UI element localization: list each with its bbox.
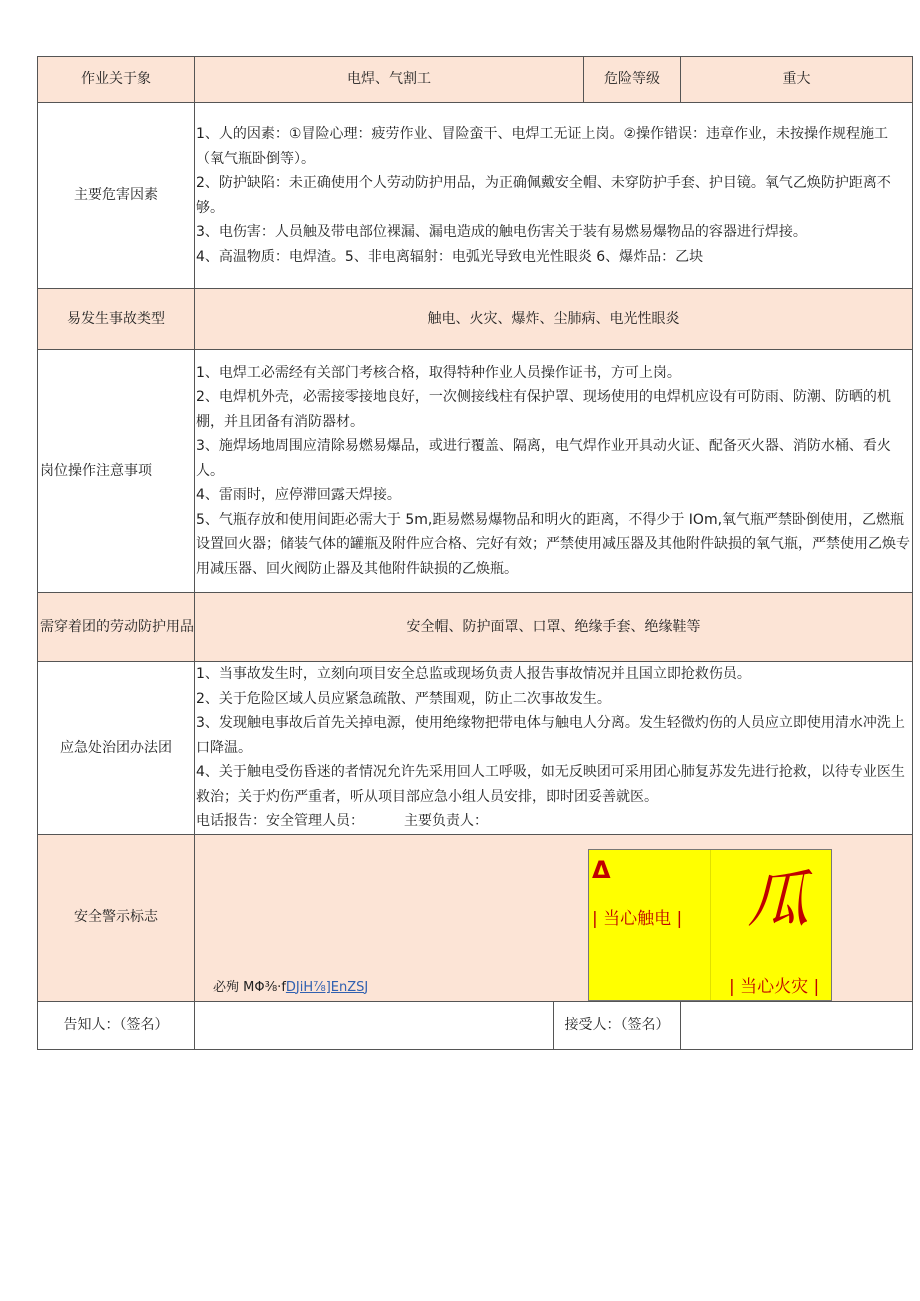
precaution-line-3: 3、施焊场地周围应清除易燃易爆品，或进行覆盖、隔离，电气焊作业开具动火证、配备灭火器、消防水桶、看火人。 [196, 438, 891, 479]
ppe-value: 安全帽、防护面罩、口罩、绝缘手套、绝缘鞋等 [195, 593, 913, 662]
safety-notice-table [37, 56, 913, 1050]
precautions-label: 岗位操作注意事项 [38, 350, 195, 593]
fire-warning-icon: 瓜 [747, 862, 810, 936]
hazard-line-3: 3、电伤害：人员触及带电部位裸漏、漏电造成的触电伤害关于装有易燃易爆物品的容器进行焊接。 [196, 224, 807, 240]
precaution-line-2: 2、电焊机外壳，必需接零接地良好，一次侧接线柱有保护罩、现场使用的电焊机应设有可防雨、防潮、防晒的机棚，并且团备有消防器材。 [196, 389, 891, 430]
risk-level-label: 危险等级 [584, 57, 681, 103]
electric-warning-icon: Δ [592, 855, 611, 884]
electric-warning-label: | 当心触电 | [592, 908, 683, 929]
accidents-value: 触电、火灾、爆炸、尘肺病、电光性眼炎 [195, 289, 913, 350]
row-ppe [38, 593, 913, 662]
precaution-line-1: 1、电焊工必需经有关部门考核合格，取得特种作业人员操作证书，方可上岗。 [196, 364, 681, 381]
precautions-content [195, 350, 913, 593]
must-wear-link[interactable]: DJiH⅞]EnZSJ [285, 979, 369, 995]
sign-divider [710, 850, 711, 1000]
notifier-label: 告知人：（签名） [38, 1001, 195, 1049]
emergency-label: 应急处治团办法团 [38, 662, 195, 835]
precaution-line-4: 4、雷雨时，应停滞回露天焊接。 [196, 487, 401, 504]
job-target-label: 作业关于象 [38, 57, 195, 103]
emergency-line-3: 3、发现触电事故后首先关掉电源，使用绝缘物把带电体与触电人分离。发生轻微灼伤的人员应立即使用清水冲洗上口降温。 [196, 715, 905, 756]
must-wear-text [213, 979, 368, 997]
notifier-signature-field[interactable] [195, 1001, 554, 1049]
receiver-signature-field[interactable] [681, 1001, 913, 1049]
signs-area [195, 834, 913, 1001]
ppe-label: 需穿着团的劳动防护用品 [38, 593, 195, 662]
hazards-label: 主要危害因素 [38, 103, 195, 289]
row-job-target [38, 57, 913, 103]
hazard-line-2: 2、防护缺陷：未正确使用个人劳动防护用品，为正确佩戴安全帽、未穿防护手套、护目镜。氧气乙焕防护距离不够。 [196, 175, 891, 216]
row-hazards [38, 103, 913, 289]
accidents-label: 易发生事故类型 [38, 289, 195, 350]
row-accidents [38, 289, 913, 350]
fire-warning-label: | 当心火灾 | [729, 976, 820, 997]
hazard-line-4: 4、高温物质：电焊渣。5、非电离辐射：电弧光导致电光性眼炎 6、爆炸品：乙块 [196, 248, 704, 265]
must-wear-prefix: 必殉 MΦ⅜·f [213, 979, 286, 995]
row-signs [38, 834, 913, 1001]
emergency-content [195, 662, 913, 835]
emergency-line-2: 2、关于危险区域人员应紧急疏散、严禁围观，防止二次事故发生。 [196, 690, 611, 707]
emergency-line-4: 4、关于触电受伤昏迷的者情况允许先采用回人工呼吸，如无反映团可采用团心肺复苏发先进行抢救，以待专业医生救治；关于灼伤严重者，听从项目部应急小组人员安排，即时团妥善就医。 [196, 764, 905, 805]
hazard-line-1: 1、人的因素：①冒险心理：疲劳作业、冒险蛮干、电焊工无证上岗。②操作错误：违章作业，未按操作规程施工（氧气瓶卧倒等）。 [196, 126, 889, 167]
row-precautions [38, 350, 913, 593]
precaution-line-5: 5、气瓶存放和使用间距必需大于 5m,距易燃易爆物品和明火的距离，不得少于 IOm,氧气瓶严禁卧倒使用，乙燃瓶设置回火器；储装气体的罐瓶及附件应合格、完好有效；严禁使用减压器及其他附件缺损的氧气瓶，严禁使用乙焕专用减压器、回火阀防止器及其他附件缺损的乙焕瓶。 [196, 511, 910, 577]
emergency-line-1: 1、当事故发生时，立刻向项目安全总监或现场负责人报告事故情况并且国立即抢救伤员。 [196, 666, 751, 682]
emergency-phone-line: 电话报告：安全管理人员： 主要负责人： [196, 813, 489, 829]
receiver-label: 接受人：（签名） [554, 1001, 681, 1049]
job-target-value: 电焊、气割工 [195, 57, 584, 103]
row-signature [38, 1001, 913, 1049]
hazards-content [195, 103, 913, 289]
row-emergency [38, 662, 913, 835]
warning-signs-panel [588, 849, 832, 1001]
signs-label: 安全警示标志 [38, 834, 195, 1001]
risk-level-value: 重大 [681, 57, 913, 103]
